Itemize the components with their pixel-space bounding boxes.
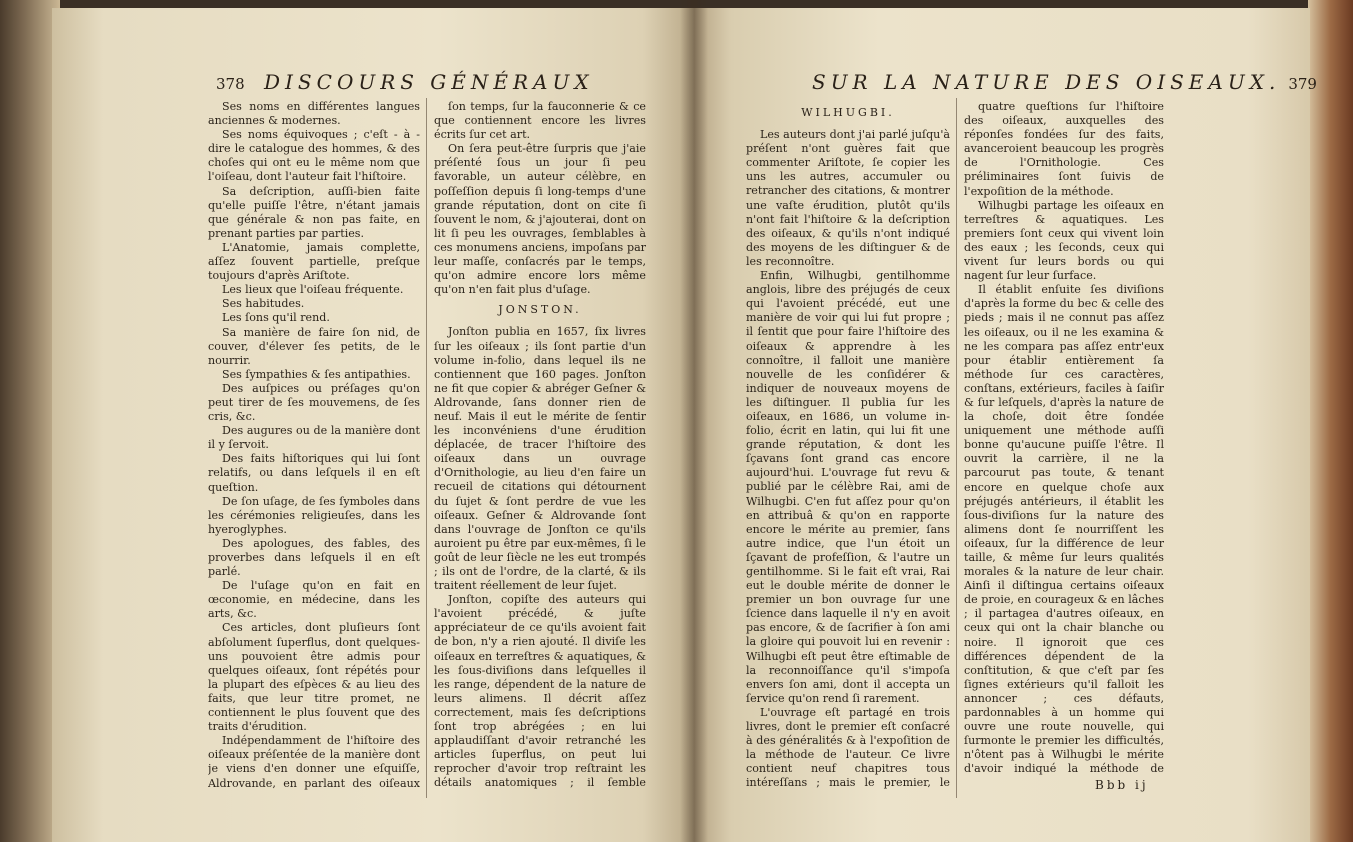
right-col2-paragraph: quatre queſtions ſur l'hiſtoire des oiſeaux, auxquelles des réponſes fondées ſur des faits, avanceroient beaucoup les progrès de l'Ornithologie. Ces préliminaires ſont ſuivis de l'expoſition de la méthode. (964, 100, 1164, 198)
jonston-heading: JONSTON. (498, 303, 582, 317)
left-col1-paragraph: Sa manière de faire ſon nid, de couver, d'élever ſes petits, de le nourrir. (208, 325, 420, 367)
left-col1-paragraph: Indépendamment de l'hiſtoire des oiſeaux préſentée de la manière dont je viens d'en donner une eſquiſſe, Aldrovande, en parlant des oiſeaux (208, 734, 420, 790)
left-col1-paragraph: Les ſons qu'il rend. (222, 311, 330, 325)
left-col1-paragraph: Des auſpices ou préſages qu'on peut tirer de ſes mouvemens, de ſes cris, &c. (208, 381, 420, 424)
left-column-2-bottom (434, 325, 646, 790)
right-running-head (812, 70, 1325, 94)
right-page-edges (1308, 0, 1353, 842)
right-column-1-body (746, 128, 950, 790)
left-col2-paragraph: Jonſton publia en 1657, ſix livres ſur les oiſeaux ; ils ſont partie d'un volume in-folio, dans lequel ils ne contiennent que 160 pages. Jonſton ne fit que copier & abréger Geſner & Aldrovande, ſans donner rien de neuf. Mais il eut le mérite de ſentir les inconvéniens d'une érudition déplacée, de tracer l'hiſtoire des oiſeaux dans un ouvrage d'Ornithologie, au lieu d'en faire un recueil de citations qui détournent du ſujet & ſont perdre de vue les oiſeaux. Geſner & Aldrovande ſont dans l'ouvrage de Jonſton ce qu'ils auroient pu être par eux-mêmes, ſi le goût de leur ſiècle ne les eut trompés ; ils ont de l'ordre, de la clarté, & ils traitent réellement de leur ſujet. (434, 325, 646, 593)
left-col1-paragraph: Des apologues, des fables, des proverbes dans leſquels il en eſt parlé. (208, 536, 420, 579)
right-col2-paragraph: Il établit enſuite ſes diviſions d'après la forme du bec & celle des pieds ; mais il ne connut pas aſſez les oiſeaux, ou il ne les examina & ne les compara pas aſſez entr'eux pour établir entièrement ſa méthode ſur ces caractères, conſtans, extérieurs, faciles à ſaiſir & ſur leſquels, d'après la nature de la choſe, doit être ſondée uniquement une méthode auſſi bonne qu'aucune puiſſe l'être. Il ouvrit la carrière, il ne la parcourut pas toute, & tenant encore en quelque choſe aux préjugés antérieurs, il établit les ſous-diviſions ſur la nature des alimens dont ſe nourriſſent les oiſeaux, ſur la différence de leur taille, & même ſur leurs qualités morales & la nature de leur chair. Ainſi il diſtingua certains oiſeaux de proie, en courageux & en lâches ; il partagea d'autres oiſeaux, en ceux qui ont la chair blanche ou noire. Il ignoroit que ces différences dépendent de la conſtitution, & que c'eſt par ſes ſignes extérieurs qu'il falloit les annoncer ; ces défauts, pardonnables à un homme qui ouvre une route nouvelle, qui ſurmonte le premier les difficultés, n'ôtent pas à Wilhugbi le mérite d'avoir indiqué la méthode de (964, 283, 1164, 776)
left-col2-paragraph: ſon temps, ſur la fauconnerie & ce que contiennent encore les livres écrits ſur cet art. (434, 100, 646, 142)
left-col1-paragraph: Ses noms en différentes langues anciennes & modernes. (208, 100, 420, 128)
left-page-number: 378 (216, 75, 245, 93)
left-col1-paragraph: Les lieux que l'oiſeau fréquente. (222, 283, 404, 297)
left-running-title: DISCOURS GÉNÉRAUX (264, 70, 594, 94)
left-column-rule (426, 98, 427, 798)
right-running-title: SUR LA NATURE DES OISEAUX. (812, 70, 1281, 94)
wilhugbi-heading: WILHUGBI. (801, 106, 895, 119)
left-column-1 (208, 100, 420, 790)
right-col2-paragraph: Wilhugbi partage les oiſeaux en terreſtres & aquatiques. Les premiers ſont ceux qui vivent loin des eaux ; les ſeconds, ceux qui vivent ſur leurs bords ou qui nagent ſur leur ſurface. (964, 198, 1164, 283)
right-column-2 (964, 100, 1164, 776)
right-page-number: 379 (1288, 75, 1317, 93)
left-col1-paragraph: Ces articles, dont pluſieurs ſont abſolument ſuperflus, dont quelques-uns pouvoient être admis pour quelques oiſeaux, ſont répétés pour la plupart des eſpèces & au lieu des faits, que leur titre promet, ne contiennent le plus ſouvent que des traits d'érudition. (208, 621, 420, 734)
left-col1-paragraph: Sa deſcription, auſſi-bien faite qu'elle puiſſe l'être, n'étant jamais que générale & non pas faite, en prenant parties par parties. (208, 184, 420, 240)
left-col2-paragraph: On ſera peut-être ſurpris que j'aie préſenté ſous un jour ſi peu favorable, un auteur célèbre, en poſſeſſion depuis ſi long-temps d'une grande réputation, dont on cite ſi ſouvent le nom, & j'ajouterai, dont on lit ſi peu les ouvrages, ſemblables à ces monumens anciens, impoſans par leur maſſe, conſacrés par le temps, qu'on admire encore lors même qu'on n'en fait plus d'uſage. (434, 142, 646, 297)
left-page-edges (0, 0, 60, 842)
left-col1-paragraph: L'Anatomie, jamais complette, aſſez ſouvent partielle, preſque toujours d'après Ariſtote. (208, 240, 420, 283)
book-gutter (680, 0, 708, 842)
signature-mark: Bbb ij (1095, 778, 1149, 792)
right-col1-paragraph: L'ouvrage eſt partagé en trois livres, dont le premier eſt conſacré à des généralités & à l'expoſition de la méthode de l'auteur. Ce livre contient neuf chapitres tous intéreſſans ; mais le premier, le (746, 705, 950, 790)
left-col1-paragraph: Des faits hiſtoriques qui lui ſont relatifs, ou dans leſquels il en eſt queſtion. (208, 452, 420, 494)
right-col1-paragraph: Enfin, Wilhugbi, gentilhomme anglois, libre des préjugés de ceux qui l'avoient précédé, eut une manière de voir qui lui fut propre ; il ſentit que pour faire l'hiſtoire des oiſeaux & apprendre à les connoître, il falloit une manière nouvelle de les conſidérer & indiquer de nouveaux moyens de les diſtinguer. Il publia ſur les oiſeaux, en 1686, un volume in-folio, écrit en latin, qui lui fit une grande réputation, & dont les ſçavans ſont grand cas encore aujourd'hui. L'ouvrage fut revu & publié par le célèbre Rai, ami de Wilhugbi. C'en fut aſſez pour qu'on en attribuâ & qu'on en rapporte encore le mérite au premier, ſans autre indice, que l'un étoit un ſçavant de profeſſion, & l'autre un gentilhomme. Si le fait eſt vrai, Rai eut le double mérite de donner le premier un bon ouvrage ſur une ſcience dans laquelle il n'y en avoit pas encore, & de ſacrifier à ſon ami la gloire qui pouvoit lui en revenir : Wilhugbi eſt peut être eſtimable de la reconnoiſſance qu'il s'impoſa envers ſon ami, dont il accepta un ſervice qu'on rend ſi rarement. (746, 269, 950, 705)
left-col1-paragraph: Des augures ou de la manière dont il y ſervoit. (208, 424, 420, 452)
left-col1-paragraph: De ſon uſage, de ſes ſymboles dans les cérémonies religieuſes, dans les hyeroglyphes. (208, 494, 420, 536)
right-column-1 (746, 100, 950, 790)
left-col1-paragraph: Ses noms équivoques ; c'eſt - à - dire le catalogue des hommes, & des choſes qui ont eu le même nom que l'oiſeau, dont l'auteur fait l'hiſtoire. (208, 128, 420, 184)
left-col1-paragraph: De l'uſage qu'on en fait en œconomie, en médecine, dans les arts, &c. (208, 579, 420, 621)
left-running-head (208, 70, 594, 94)
left-col1-paragraph: Ses habitudes. (222, 297, 305, 311)
right-column-rule (956, 98, 957, 798)
left-column-2 (434, 100, 646, 790)
left-column-2-top (434, 100, 646, 297)
left-col2-paragraph: Jonſton, copiſte des auteurs qui l'avoient précédé, & juſte appréciateur de ce qu'ils avoient fait de bon, n'y a rien ajouté. Il diviſe les oiſeaux en terreſtres & aquatiques, & les ſous-diviſions dans leſquelles il les range, dépendent de la nature de leurs alimens. Il décrit aſſez correctement, mais ſes deſcriptions ſont trop abrégées ; en lui applaudiſſant d'avoir retranché les articles ſuperflus, on peut lui reprocher d'avoir trop reſtraint les détails anatomiques ; il ſemble (434, 593, 646, 790)
right-col1-paragraph: Les auteurs dont j'ai parlé juſqu'à préſent n'ont guères fait que commenter Ariſtote, ſe copier les uns les autres, accumuler ou retrancher des citations, & montrer une vaſte érudition, plutôt qu'ils n'ont fait l'hiſtoire & la deſcription des oiſeaux, & qu'ils n'ont indiqué des moyens de les diſtinguer & de les reconnoître. (746, 128, 950, 268)
left-col1-paragraph: Ses ſympathies & ſes antipathies. (222, 367, 411, 381)
